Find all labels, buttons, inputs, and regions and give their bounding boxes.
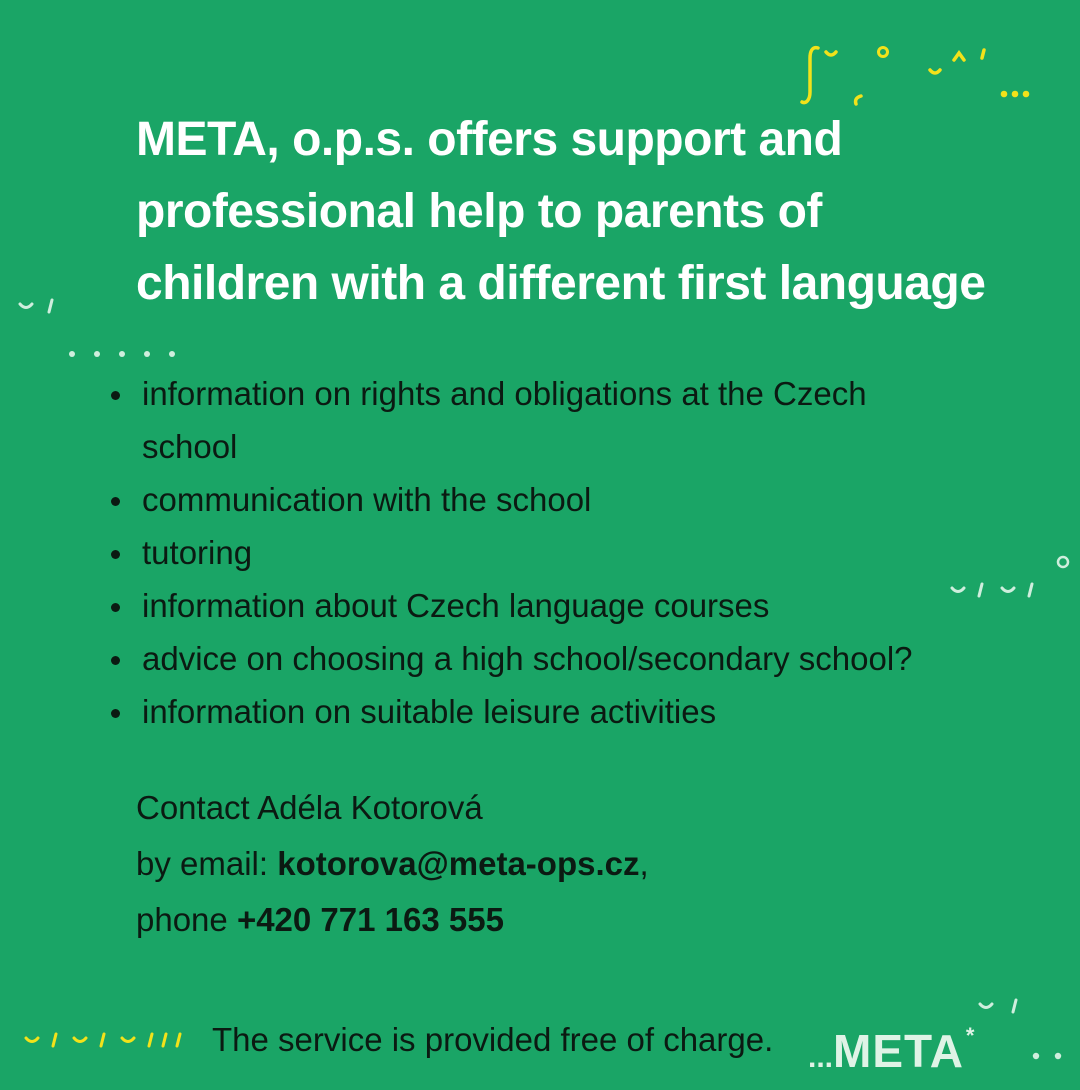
headline-line-1: META, o.p.s. offers support and xyxy=(136,113,843,166)
phone-number[interactable]: +420 771 163 555 xyxy=(236,901,504,938)
logo-dots: ... xyxy=(808,1041,834,1074)
contact-email-line xyxy=(136,836,649,892)
left-doodle-wave xyxy=(14,290,74,320)
meta-logo xyxy=(808,1004,976,1077)
service-item-leisure: information on suitable leisure activities xyxy=(106,685,966,738)
contact-phone-line xyxy=(136,892,649,948)
logo-asterisk: * xyxy=(965,1023,976,1048)
email-address[interactable]: kotorova@meta-ops.cz xyxy=(277,845,640,882)
headline-line-2: professional help to parents of xyxy=(136,185,822,238)
bottom-left-doodle xyxy=(16,1024,196,1060)
free-of-charge-note: The service is provided free of charge. xyxy=(212,1021,774,1058)
service-item-language-courses: information about Czech language courses xyxy=(106,579,966,632)
bottom-right-doodle xyxy=(972,990,1072,1070)
left-doodle-dots xyxy=(60,346,190,362)
service-item-communication: communication with the school xyxy=(106,473,966,526)
phone-prefix: phone xyxy=(136,901,237,938)
service-item-school-choice: advice on choosing a high school/secondary school? xyxy=(106,632,966,685)
top-right-doodle xyxy=(798,40,1038,110)
service-item-tutoring: tutoring xyxy=(106,526,966,579)
logo-text: META xyxy=(833,1025,964,1077)
contact-block xyxy=(136,780,649,948)
email-prefix: by email: xyxy=(136,845,278,882)
services-list xyxy=(106,367,966,738)
right-doodle-wave xyxy=(944,548,1074,608)
email-suffix: , xyxy=(639,845,649,882)
contact-person: Contact Adéla Kotorová xyxy=(136,789,483,826)
service-item-rights: information on rights and obligations at the Czech school xyxy=(106,367,966,473)
headline-line-3: children with a different first language xyxy=(136,257,986,310)
headline xyxy=(136,104,996,320)
